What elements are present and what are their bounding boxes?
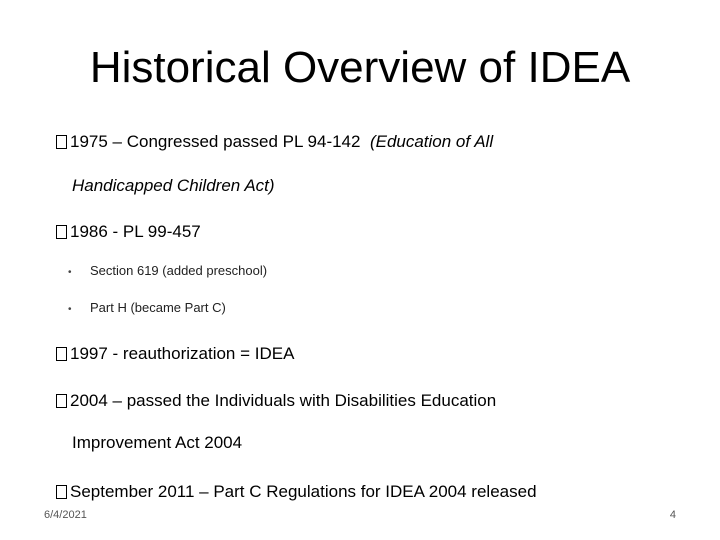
checkbox-bullet-icon — [56, 225, 67, 239]
bullet-1986 — [56, 221, 201, 243]
checkbox-bullet-icon — [56, 135, 67, 149]
bullet-text: 1997 - reauthorization = IDEA — [70, 344, 295, 363]
sub-bullet-text: Section 619 (added preschool) — [90, 263, 268, 278]
sub-bullet-text: Part H (became Part C) — [90, 300, 226, 315]
bullet-2004-continuation: Improvement Act 2004 — [72, 433, 243, 452]
footer-date: 6/4/2021 — [44, 509, 87, 521]
bullet-1975 — [56, 131, 493, 153]
bullet-1997 — [56, 343, 294, 365]
bullet-1975-continuation: Handicapped Children Act) — [72, 176, 275, 195]
bullet-italic-text: (Education of All — [369, 132, 494, 151]
bullet-text: September 2011 – Part C Regulations for IDEA 2004 released — [70, 482, 537, 501]
footer-page-number: 4 — [669, 509, 676, 521]
checkbox-bullet-icon — [56, 347, 67, 361]
bullet-2011 — [56, 481, 537, 503]
bullet-2004 — [56, 390, 496, 412]
slide-title: Historical Overview of IDEA — [89, 43, 631, 92]
bullet-dot-icon: • — [68, 267, 72, 278]
bullet-dot-icon: • — [68, 304, 72, 315]
sub-bullet-part-h — [68, 299, 226, 319]
bullet-text: 1986 - PL 99-457 — [70, 222, 201, 241]
bullet-text: 1975 – Congressed passed PL 94-142 — [70, 132, 361, 151]
sub-bullet-section-619 — [68, 262, 267, 282]
bullet-text: 2004 – passed the Individuals with Disabilities Education — [70, 391, 497, 410]
checkbox-bullet-icon — [56, 485, 67, 499]
checkbox-bullet-icon — [56, 394, 67, 408]
